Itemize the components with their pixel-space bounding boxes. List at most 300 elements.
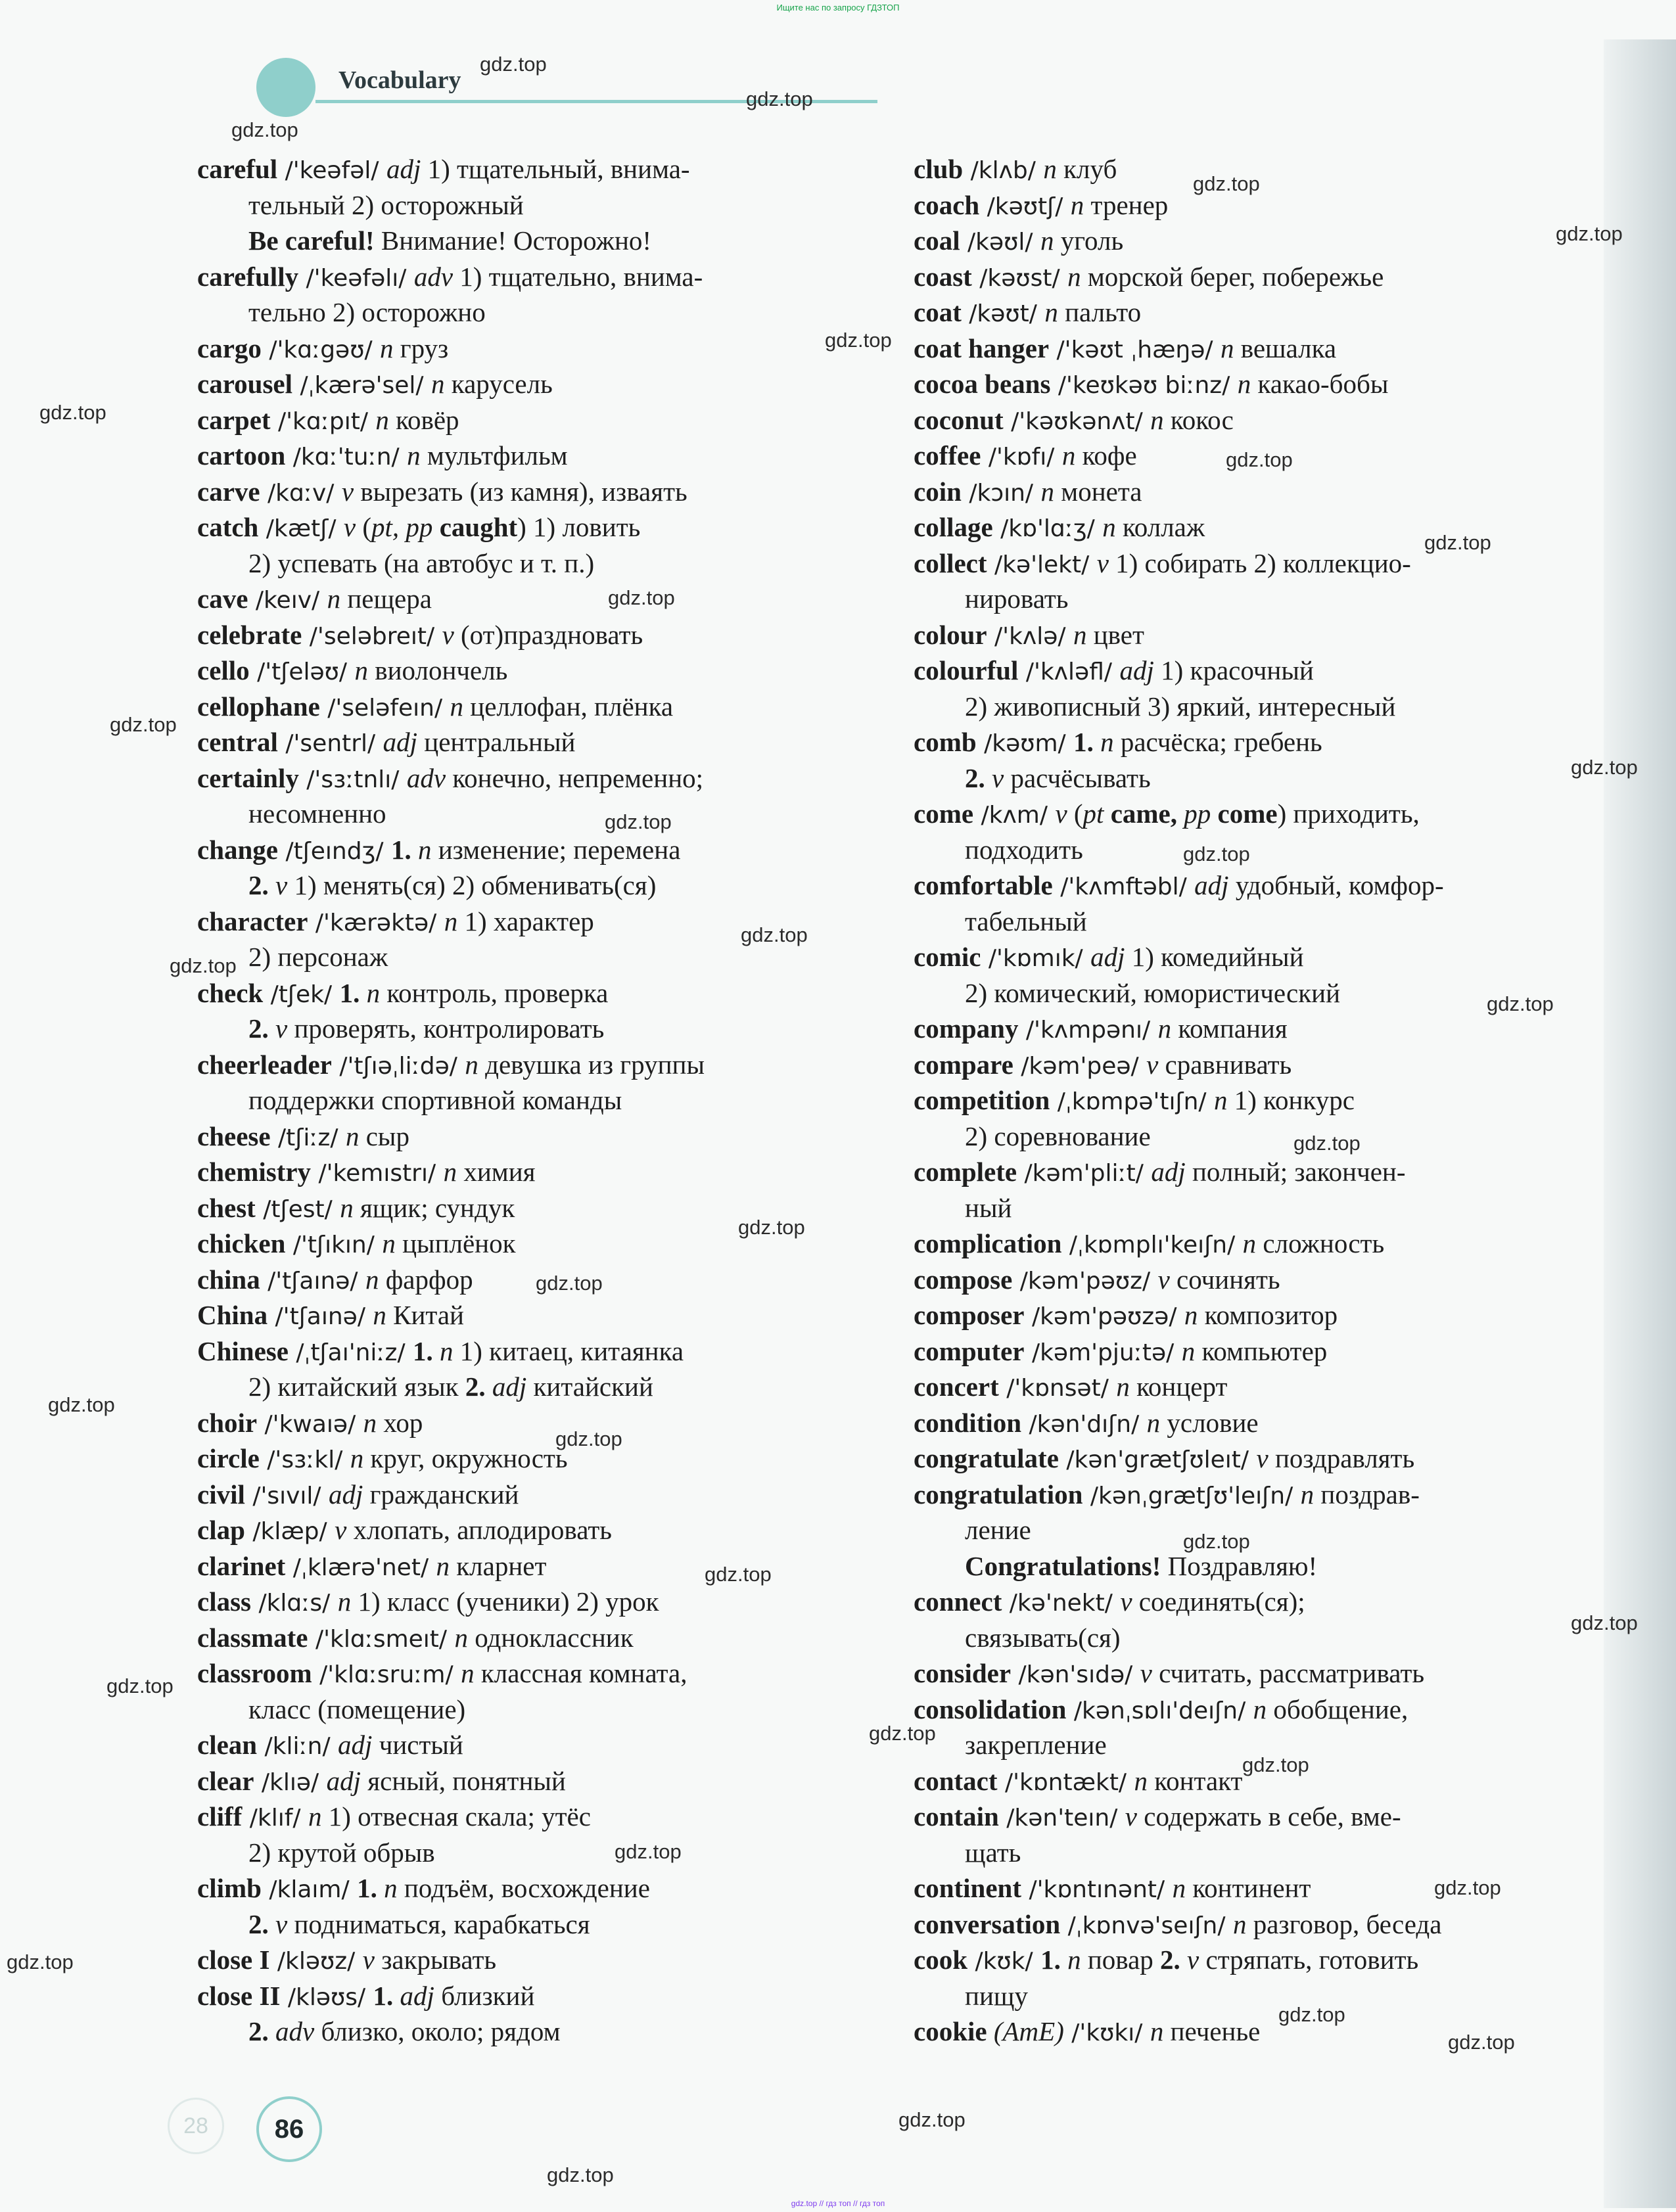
definition-text: 1) конкурс [1227, 1085, 1355, 1115]
entry-line [197, 1870, 828, 1906]
definition-text: 1) менять(ся) 2) обменивать(ся) [287, 870, 657, 900]
definition-text: компания [1171, 1013, 1288, 1044]
watermark: gdz.top [1226, 448, 1293, 471]
entry-line [914, 1942, 1571, 1978]
entry-line [197, 1440, 828, 1477]
headword: consider [914, 1658, 1012, 1688]
headword: cave [197, 584, 248, 614]
transcription: /kɑː'tuːn/ [285, 444, 407, 471]
entry-continuation-line [197, 1906, 828, 1943]
part-of-speech: v [275, 1013, 288, 1044]
headword: close I [197, 1945, 270, 1975]
part-of-speech: adj [338, 1730, 373, 1760]
entry-line [197, 760, 828, 796]
entry-line [197, 617, 828, 653]
watermark: gdz.top [615, 1840, 682, 1863]
headword: celebrate [197, 619, 302, 650]
transcription: /klʌb/ [963, 157, 1044, 184]
transcription: /kləʊz/ [269, 1948, 363, 1975]
transcription: /klaım/ [261, 1876, 358, 1903]
definition-text: 1) характер [457, 906, 594, 936]
definition-text: ( [356, 512, 372, 542]
headword: catch [197, 512, 259, 542]
transcription: /'tʃaınə/ [268, 1303, 373, 1330]
entry-line [197, 832, 828, 868]
headword: 2. [248, 870, 269, 900]
definition-text [987, 2016, 994, 2046]
definition-text: поддержки спортивной команды [248, 1085, 622, 1115]
headword: come [1217, 798, 1278, 829]
entry-line [914, 653, 1571, 689]
entry-continuation-line [914, 689, 1571, 725]
definition-text: контакт [1148, 1765, 1243, 1796]
transcription: /kə'nekt/ [1002, 1590, 1121, 1617]
transcription: /klæp/ [244, 1518, 335, 1545]
definition-text: монета [1054, 476, 1142, 507]
definition-text: хлопать, аплодировать [346, 1515, 612, 1545]
transcription: /kəm'peə/ [1013, 1052, 1147, 1080]
definition-text: табельный [965, 906, 1087, 936]
part-of-speech: n [340, 1192, 354, 1223]
entry-line [197, 438, 828, 474]
headword: carpet [197, 404, 271, 435]
headword: careful [197, 154, 278, 184]
entry-line [914, 259, 1571, 295]
headword: came, [1110, 798, 1178, 829]
part-of-speech: n [384, 1873, 398, 1903]
transcription: /'keʊkəʊ biːnz/ [1050, 372, 1238, 399]
entry-line [197, 1154, 828, 1190]
part-of-speech: n [1253, 1694, 1267, 1724]
part-of-speech: v [992, 762, 1004, 793]
part-of-speech: v [335, 1515, 347, 1545]
headword: 2. [965, 762, 985, 793]
definition-text: (от)праздновать [454, 619, 643, 650]
part-of-speech: v [442, 619, 454, 650]
headword: 2. [1160, 1945, 1180, 1975]
definition-text: центральный [417, 727, 576, 757]
part-of-speech: n [1061, 440, 1076, 471]
definition-text: вырезать (из камня), изваять [354, 476, 687, 507]
entry-line [197, 1655, 828, 1692]
part-of-speech: n [1040, 476, 1054, 507]
part-of-speech: n [431, 369, 445, 399]
definition-text [1104, 798, 1110, 829]
headword: 2. [465, 1371, 486, 1402]
definition-text [269, 870, 275, 900]
part-of-speech: v [1055, 798, 1067, 829]
part-of-speech: adj [1151, 1157, 1186, 1187]
transcription: /kən'dıʃn/ [1021, 1410, 1147, 1438]
headword: 2. [248, 1013, 269, 1044]
entry-continuation-line [914, 1190, 1571, 1226]
definition-text: чистый [372, 1730, 463, 1760]
transcription: /'kɒntækt/ [997, 1768, 1134, 1796]
transcription: /'kɑːgəʊ/ [261, 336, 381, 363]
transcription: /'klɑːsruːm/ [312, 1661, 461, 1688]
transcription: /kən'sıdə/ [1011, 1661, 1140, 1688]
transcription: /kəʊt/ [961, 300, 1045, 327]
transcription: /ˌtʃaı'niːz/ [288, 1339, 413, 1366]
part-of-speech: adj [1090, 942, 1125, 972]
entry-line [197, 581, 828, 617]
entry-line [197, 653, 828, 689]
transcription: /'seləbreıt/ [302, 622, 442, 650]
watermark: gdz.top [1183, 842, 1250, 865]
headword: composer [914, 1300, 1025, 1330]
part-of-speech: n [417, 834, 432, 865]
transcription: /kɔın/ [961, 479, 1041, 507]
transcription: /'kɒmık/ [981, 945, 1091, 972]
headword: congratulate [914, 1443, 1059, 1473]
transcription: /klıf/ [242, 1805, 308, 1832]
headword: circle [197, 1443, 260, 1473]
entry-line [914, 1154, 1571, 1190]
entry-line [914, 617, 1571, 653]
definition-text: 1) китаец, китаянка [453, 1335, 684, 1366]
watermark: gdz.top [741, 923, 808, 946]
headword: compare [914, 1049, 1013, 1080]
entry-line [914, 1082, 1571, 1118]
part-of-speech: adj [1194, 870, 1229, 900]
entry-line [914, 331, 1571, 367]
watermark: gdz.top [7, 1950, 74, 1973]
part-of-speech: n [443, 1157, 457, 1187]
definition-text: уголь [1054, 225, 1124, 256]
transcription: /'sɜːtnlı/ [298, 766, 407, 793]
part-of-speech: v [1256, 1443, 1269, 1473]
transcription: /'kʌləfl/ [1018, 658, 1120, 685]
definition-text: коллаж [1115, 512, 1205, 542]
watermark: gdz.top [738, 1216, 805, 1239]
entry-continuation-line [197, 223, 828, 259]
watermark: gdz.top [1193, 172, 1260, 195]
entry-line [914, 1262, 1571, 1298]
entry-line [197, 1942, 828, 1978]
definition-text [1061, 1945, 1067, 1975]
headword: coconut [914, 404, 1004, 435]
entry-line [197, 1763, 828, 1799]
headword: collect [914, 547, 987, 578]
part-of-speech: n [375, 404, 389, 435]
definition-text: близкий [434, 1980, 535, 2011]
headword: coach [914, 189, 980, 220]
part-of-speech: v [275, 870, 288, 900]
definition-text [269, 1013, 275, 1044]
transcription: /'kʊkı/ [1063, 2019, 1150, 2046]
transcription: /'kɒnsət/ [998, 1375, 1117, 1402]
transcription: /kən'grætʃʊleıt/ [1058, 1446, 1257, 1473]
part-of-speech: pt [1082, 798, 1104, 829]
definition-text: щать [965, 1837, 1021, 1868]
entry-line [914, 223, 1571, 259]
entry-line [914, 1333, 1571, 1370]
definition-text: расчёсывать [1004, 762, 1151, 793]
entry-line [197, 366, 828, 402]
headword: comfortable [914, 870, 1053, 900]
definition-text: условие [1160, 1407, 1259, 1438]
entry-line [197, 1405, 828, 1441]
entry-line [914, 1477, 1571, 1513]
watermark: gdz.top [746, 87, 813, 110]
part-of-speech: n [1040, 225, 1054, 256]
headword: china [197, 1264, 260, 1295]
part-of-speech: v [1140, 1658, 1152, 1688]
entry-continuation-line [914, 581, 1571, 617]
transcription: /tʃeındʒ/ [278, 837, 391, 865]
watermark: gdz.top [555, 1427, 622, 1450]
part-of-speech: adv [275, 2016, 315, 2046]
transcription: /klıə/ [254, 1768, 327, 1796]
entry-line [914, 1584, 1571, 1620]
entry-line [197, 1190, 828, 1226]
definition-text: целлофан, плёнка [463, 691, 674, 722]
headword: 1. [1040, 1945, 1061, 1975]
definition-text: кокос [1163, 404, 1234, 435]
entry-line [914, 402, 1571, 438]
definition-text: конечно, непременно; [446, 762, 704, 793]
watermark: gdz.top [898, 2108, 966, 2131]
definition-text: 2) соревнование [965, 1120, 1151, 1151]
watermark: gdz.top [1571, 756, 1638, 779]
entry-continuation-line [914, 1978, 1571, 2014]
part-of-speech: v [1157, 1264, 1170, 1295]
watermark: gdz.top [110, 713, 177, 736]
definition-text: считать, рассматривать [1152, 1658, 1425, 1688]
watermark: gdz.top [39, 401, 106, 424]
watermark: gdz.top [480, 53, 547, 76]
transcription: /ˌkɒnvə'seıʃn/ [1060, 1912, 1233, 1939]
transcription: /'kʌmftəbl/ [1052, 873, 1195, 900]
transcription: /kɒ'lɑːʒ/ [992, 515, 1103, 542]
part-of-speech: n [1300, 1479, 1315, 1509]
headword: cliff [197, 1801, 243, 1832]
headword: 2. [248, 1908, 269, 1939]
part-of-speech: n [465, 1049, 478, 1080]
transcription: /'kɒntınənt/ [1021, 1876, 1173, 1903]
definition-text: тельно 2) осторожно [248, 297, 486, 327]
part-of-speech: pt, pp [371, 512, 433, 542]
entry-line [914, 366, 1571, 402]
entry-line [197, 1620, 828, 1656]
headword: concert [914, 1371, 999, 1402]
part-of-speech: v [341, 476, 354, 507]
entry-line [914, 796, 1571, 832]
transcription: /'tʃeləʊ/ [249, 658, 355, 685]
transcription: /kəʊl/ [960, 229, 1040, 256]
transcription: /'kærəktə/ [308, 909, 444, 936]
entry-line [914, 1369, 1571, 1405]
entry-line [914, 1405, 1571, 1441]
definition-text: 2) комический, юмористический [965, 977, 1341, 1008]
part-of-speech: n [440, 1335, 454, 1366]
definition-text: китайский [526, 1371, 653, 1402]
headword: collage [914, 512, 993, 542]
part-of-speech: n [373, 1300, 386, 1330]
headword: consolidation [914, 1694, 1067, 1724]
headword: character [197, 906, 308, 936]
headword: coin [914, 476, 962, 507]
entry-line [197, 1226, 828, 1262]
part-of-speech: v [1120, 1586, 1132, 1617]
watermark: gdz.top [536, 1272, 603, 1295]
entry-continuation-line [914, 760, 1571, 796]
entry-continuation-line [197, 1692, 828, 1728]
entry-line [914, 1226, 1571, 1262]
headword: chemistry [197, 1157, 312, 1187]
definition-text: тельный 2) осторожный [248, 189, 524, 220]
entry-line [197, 474, 828, 510]
headword: company [914, 1013, 1019, 1044]
entry-continuation-line [197, 294, 828, 331]
headword: 1. [339, 977, 360, 1008]
definition-text [411, 835, 418, 865]
definition-text: концерт [1129, 1371, 1228, 1402]
definition-text: поздравлять [1268, 1443, 1415, 1473]
entry-line [914, 867, 1571, 904]
watermark: gdz.top [605, 810, 672, 833]
definition-text: 1) красочный [1153, 655, 1314, 685]
definition-text: 2) персонаж [248, 942, 388, 972]
definition-text: клуб [1056, 154, 1117, 184]
definition-text: девушка из группы [478, 1049, 705, 1080]
part-of-speech: n [454, 1622, 468, 1653]
definition-text: цвет [1086, 619, 1144, 650]
headword: 1. [390, 834, 411, 865]
phrase: Be careful! [248, 225, 375, 256]
entry-line [197, 1297, 828, 1333]
headword: continent [914, 1873, 1021, 1903]
transcription: /kən'teın/ [998, 1805, 1125, 1832]
definition-text [1094, 727, 1100, 757]
definition-text [269, 1909, 275, 1939]
entry-line [914, 724, 1571, 760]
definition-text: химия [457, 1157, 536, 1187]
definition-text: какао-бобы [1251, 369, 1389, 399]
definition-text: подходить [965, 834, 1083, 865]
phrase: Congratulations! [965, 1550, 1161, 1581]
definition-text: поздрав- [1314, 1479, 1420, 1509]
definition-text: вешалка [1234, 333, 1337, 363]
headword: clap [197, 1515, 245, 1545]
part-of-speech: adv [413, 261, 454, 292]
entry-line [197, 1262, 828, 1298]
part-of-speech: n [1220, 333, 1234, 363]
transcription: /tʃest/ [255, 1195, 340, 1223]
part-of-speech: n [1116, 1371, 1130, 1402]
transcription: /tʃek/ [263, 980, 340, 1008]
part-of-speech: adj [386, 154, 421, 184]
headword: 2. [248, 2016, 269, 2046]
entry-line [914, 1799, 1571, 1835]
headword: clean [197, 1730, 258, 1760]
definition-text [486, 1371, 492, 1402]
headword: 1. [357, 1873, 377, 1903]
entry-line [197, 1118, 828, 1155]
section-title: Vocabulary [338, 66, 461, 94]
definition-text: печенье [1163, 2016, 1261, 2046]
watermark: gdz.top [547, 2163, 614, 2186]
entry-line [914, 1906, 1571, 1943]
definition-text: подниматься, карабкаться [287, 1908, 590, 1939]
definition-text: сыр [359, 1120, 409, 1151]
headword: climb [197, 1873, 262, 1903]
transcription: /'tʃıkın/ [285, 1232, 383, 1258]
part-of-speech: adj [1119, 655, 1154, 685]
part-of-speech: adj [326, 1765, 361, 1796]
headword: coat hanger [914, 333, 1050, 363]
definition-text: сравнивать [1158, 1049, 1292, 1080]
headword: complete [914, 1157, 1017, 1187]
definition-text [433, 1336, 440, 1366]
transcription: /kəm'pjuːtə/ [1024, 1339, 1182, 1366]
watermark: gdz.top [48, 1393, 115, 1416]
definition-text: сочинять [1169, 1264, 1280, 1295]
entry-continuation-line [197, 545, 828, 582]
definition-text: груз [393, 333, 449, 363]
part-of-speech: n [365, 1264, 379, 1295]
definition-text: ) приходить, [1277, 798, 1420, 829]
headword: competition [914, 1085, 1050, 1115]
headword: colour [914, 619, 987, 650]
definition-text: ) 1) ловить [517, 512, 641, 542]
part-of-speech: n [450, 691, 464, 722]
part-of-speech: n [461, 1658, 475, 1688]
transcription: /kʌm/ [973, 802, 1056, 829]
entry-continuation-line [197, 2014, 828, 2050]
headword: contain [914, 1801, 999, 1832]
transcription: /kliːn/ [257, 1733, 338, 1760]
part-of-speech: n [1044, 297, 1058, 327]
headword: cheese [197, 1120, 271, 1151]
transcription: /tʃiːz/ [270, 1124, 346, 1151]
entry-line [914, 1692, 1571, 1728]
definition-text [1211, 798, 1217, 829]
definition-text: морской берег, побережье [1081, 261, 1384, 292]
part-of-speech: adv [406, 762, 446, 793]
entry-line [197, 1047, 828, 1083]
headword: cook [914, 1945, 967, 1975]
headword: China [197, 1300, 268, 1330]
part-of-speech: n [345, 1120, 360, 1151]
watermark: gdz.top [1571, 1611, 1638, 1634]
headword: chicken [197, 1228, 286, 1258]
headword: certainly [197, 762, 299, 793]
entry-continuation-line [914, 1835, 1571, 1871]
headword: cartoon [197, 440, 286, 471]
headword: comb [914, 727, 977, 757]
watermark: gdz.top [1183, 1530, 1250, 1553]
vocabulary-column-left [197, 151, 828, 2050]
definition-text: цыплёнок [395, 1228, 516, 1258]
entry-line [197, 1584, 828, 1620]
entry-continuation-line [914, 1118, 1571, 1155]
headword: chest [197, 1192, 256, 1223]
definition-text: Внимание! Осторожно! [374, 225, 652, 256]
part-of-speech: adj [492, 1371, 527, 1402]
transcription: /'keəfəlı/ [298, 264, 414, 292]
transcription: /kɑːv/ [260, 479, 342, 507]
transcription: /'sɜːkl/ [259, 1446, 350, 1473]
part-of-speech: n [1232, 1908, 1247, 1939]
page-number-ghost: 28 [168, 2098, 224, 2154]
definition-text: ( [1067, 798, 1083, 829]
part-of-speech: n [363, 1407, 377, 1438]
transcription: /'kɒfı/ [981, 444, 1062, 471]
definition-text [360, 978, 366, 1008]
transcription: /kəʊst/ [971, 264, 1068, 292]
part-of-speech: n [1157, 1013, 1172, 1044]
